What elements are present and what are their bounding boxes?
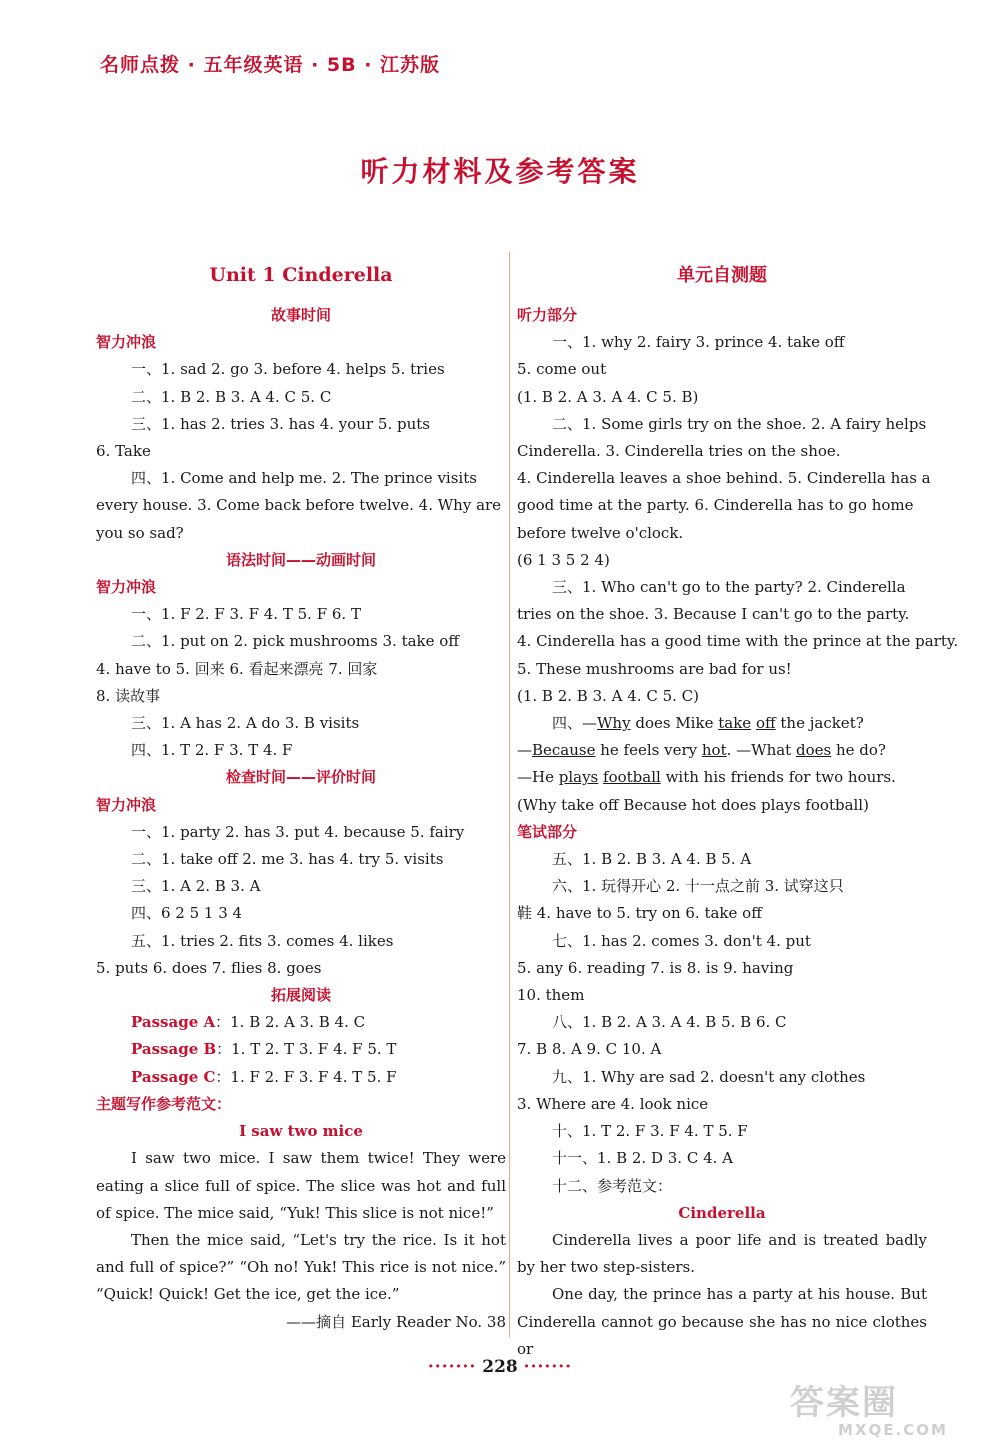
answer-line: 四、1. T 2. F 3. T 4. F xyxy=(131,741,293,760)
answer-line: 5. These mushrooms are bad for us! xyxy=(517,659,792,678)
passage-answers: ：1. F 2. F 3. F 4. T 5. F xyxy=(215,1067,397,1086)
answer-line: 四、1. Come and help me. 2. The prince visits xyxy=(131,469,477,488)
answer-line: 5. puts 6. does 7. flies 8. goes xyxy=(96,958,322,977)
blank-answer: take xyxy=(718,714,752,733)
passage-label: Passage B xyxy=(131,1040,217,1059)
answer-line: 一、1. why 2. fairy 3. prince 4. take off xyxy=(552,333,845,352)
section-title-extended-reading: 拓展阅读 xyxy=(270,986,331,1005)
answer-line: 三、1. has 2. tries 3. has 4. your 5. puts xyxy=(131,414,430,433)
answer-line: tries on the shoe. 3. Because I can't go to the party. xyxy=(517,605,910,624)
answer-line: 4. Cinderella has a good time with the prince at the party. xyxy=(517,632,959,651)
page-number-dots-left: ······· xyxy=(427,1357,477,1377)
right-column xyxy=(517,262,959,1363)
answer-line: you so sad? xyxy=(96,523,184,542)
answer-line: 4. have to 5. 回来 6. 看起来漂亮 7. 回家 xyxy=(96,659,378,678)
unit-test-title: 单元自测题 xyxy=(677,265,767,286)
essay-source: ——摘自 Early Reader No. 38 xyxy=(286,1312,506,1331)
dialogue-text: the jacket? xyxy=(775,714,864,733)
essay-paragraph: Then the mice said, “Let's try the rice. Is it hot and full of spice?” “Oh no! Yuk! This rice is not nice.” “Quick! Quick! Get the ice, get the ice.” xyxy=(96,1230,506,1304)
answer-line: 6. Take xyxy=(96,442,151,461)
answer-line: (1. B 2. B 3. A 4. C 5. C) xyxy=(517,686,700,705)
answer-line: good time at the party. 6. Cinderella has to go home xyxy=(517,496,914,515)
answer-line: every house. 3. Come back before twelve. 4. Why are xyxy=(96,496,502,515)
dialogue-text: he do? xyxy=(831,741,886,760)
answer-line: 三、1. A has 2. A do 3. B visits xyxy=(131,714,360,733)
dialogue-text: with his friends for two hours. xyxy=(660,768,896,787)
dialogue-text: does Mike xyxy=(630,714,719,733)
watermark-url: MXQE.COM xyxy=(838,1421,948,1439)
exercise-heading: 智力冲浪 xyxy=(96,578,157,597)
answer-line: (6 1 3 5 2 4) xyxy=(517,550,610,569)
answer-line: 六、1. 玩得开心 2. 十一点之前 3. 试穿这只 xyxy=(552,877,844,896)
left-column xyxy=(96,262,506,1336)
dialogue-line xyxy=(517,764,927,791)
book-series-title: 名师点拨 · 五年级英语 · 5B · 江苏版 xyxy=(100,54,441,76)
passage-answer xyxy=(96,1064,506,1091)
answer-line: 一、1. party 2. has 3. put 4. because 5. fairy xyxy=(131,822,465,841)
watermark-text: 答案圈 xyxy=(790,1383,898,1423)
blank-answer: hot xyxy=(701,741,727,760)
answer-line: 鞋 4. have to 5. try on 6. take off xyxy=(517,904,762,923)
answer-line: 三、1. A 2. B 3. A xyxy=(131,877,261,896)
answer-line: 二、1. B 2. B 3. A 4. C 5. C xyxy=(131,387,332,406)
page-number-dots-right: ······· xyxy=(523,1357,573,1377)
blank-answer: plays xyxy=(558,768,599,787)
answer-line: 七、1. has 2. comes 3. don't 4. put xyxy=(552,931,811,950)
page-number xyxy=(0,1357,1000,1377)
dialogue-text: he feels very xyxy=(595,741,702,760)
answer-line: 4. Cinderella leaves a shoe behind. 5. Cinderella has a xyxy=(517,469,931,488)
watermark-logo xyxy=(790,1385,995,1443)
passage-answers: ：1. B 2. A 3. B 4. C xyxy=(215,1013,366,1032)
essay-paragraph: One day, the prince has a party at his house. But Cinderella cannot go because she has no nice clothes or xyxy=(517,1285,927,1358)
answer-line: 四、6 2 5 1 3 4 xyxy=(131,904,243,923)
passage-label: Passage C xyxy=(131,1067,216,1086)
answer-line: 十二、参考范文： xyxy=(552,1176,673,1195)
answer-line: 一、1. sad 2. go 3. before 4. helps 5. tries xyxy=(131,360,445,379)
blank-answer: football xyxy=(603,768,661,787)
blank-answer: Why xyxy=(597,714,631,733)
answer-line: 五、1. B 2. B 3. A 4. B 5. A xyxy=(552,850,752,869)
blank-answer: off xyxy=(755,714,776,733)
answer-line: 八、1. B 2. A 3. A 4. B 5. B 6. C xyxy=(552,1013,787,1032)
answer-line: 7. B 8. A 9. C 10. A xyxy=(517,1040,662,1059)
section-title-check-time: 检查时间——评价时间 xyxy=(225,768,376,787)
answer-line: (Why take off Because hot does plays football) xyxy=(517,795,869,814)
answer-line: 五、1. tries 2. fits 3. comes 4. likes xyxy=(131,931,394,950)
answer-line: (1. B 2. A 3. A 4. C 5. B) xyxy=(517,387,699,406)
answer-line: 二、1. Some girls try on the shoe. 2. A fairy helps xyxy=(552,414,927,433)
passage-label: Passage A xyxy=(131,1013,216,1032)
dialogue-text: —He xyxy=(517,768,559,787)
listening-heading: 听力部分 xyxy=(517,306,578,324)
answer-line: 九、1. Why are sad 2. doesn't any clothes xyxy=(552,1067,866,1086)
answer-line: 10. them xyxy=(517,986,585,1005)
column-divider xyxy=(509,252,510,1337)
essay-paragraph: Cinderella lives a poor life and is treated badly by her two step-sisters. xyxy=(517,1230,927,1277)
answer-line: 一、1. F 2. F 3. F 4. T 5. F 6. T xyxy=(131,605,361,624)
answer-line: 十、1. T 2. F 3. F 4. T 5. F xyxy=(552,1122,748,1141)
dialogue-text: — xyxy=(517,741,532,760)
essay-title: Cinderella xyxy=(678,1203,766,1222)
section-title-story-time: 故事时间 xyxy=(270,306,331,324)
writing-heading: 主题写作参考范文： xyxy=(96,1094,232,1113)
essay-title: I saw two mice xyxy=(239,1122,363,1141)
written-heading: 笔试部分 xyxy=(517,822,578,841)
exercise-heading: 智力冲浪 xyxy=(96,333,157,352)
answer-line: 二、1. put on 2. pick mushrooms 3. take off xyxy=(131,632,459,651)
passage-answers: ：1. T 2. T 3. F 4. F 5. T xyxy=(216,1040,397,1059)
answer-line: 8. 读故事 xyxy=(96,686,161,705)
answer-line: 三、1. Who can't go to the party? 2. Cinderella xyxy=(552,578,906,597)
answer-line: 5. any 6. reading 7. is 8. is 9. having xyxy=(517,958,794,977)
answer-line: 十一、1. B 2. D 3. C 4. A xyxy=(552,1149,733,1168)
blank-answer: Because xyxy=(532,741,596,760)
answer-line: before twelve o'clock. xyxy=(517,523,684,542)
page-title: 听力材料及参考答案 xyxy=(360,155,640,188)
dialogue-text: 四、— xyxy=(552,714,598,733)
answer-line: 二、1. take off 2. me 3. has 4. try 5. visits xyxy=(131,850,444,869)
dialogue-line xyxy=(517,737,927,764)
passage-answer xyxy=(96,1036,506,1063)
dialogue-text: . —What xyxy=(726,741,796,760)
section-title-grammar-time: 语法时间——动画时间 xyxy=(225,550,376,569)
unit-title: Unit 1 Cinderella xyxy=(209,264,393,286)
blank-answer: does xyxy=(795,741,832,760)
answer-line: Cinderella. 3. Cinderella tries on the shoe. xyxy=(517,442,841,461)
page-number-value: 228 xyxy=(482,1357,518,1377)
answer-line: 5. come out xyxy=(517,360,607,379)
essay-paragraph: I saw two mice. I saw them twice! They were eating a slice full of spice. The slice was hot and full of spice. The mice said, “Yuk! This slice is not nice!” xyxy=(96,1149,506,1222)
passage-answer xyxy=(96,1009,506,1036)
dialogue-line xyxy=(517,710,927,737)
exercise-heading: 智力冲浪 xyxy=(96,795,157,814)
answer-line: 3. Where are 4. look nice xyxy=(517,1094,709,1113)
